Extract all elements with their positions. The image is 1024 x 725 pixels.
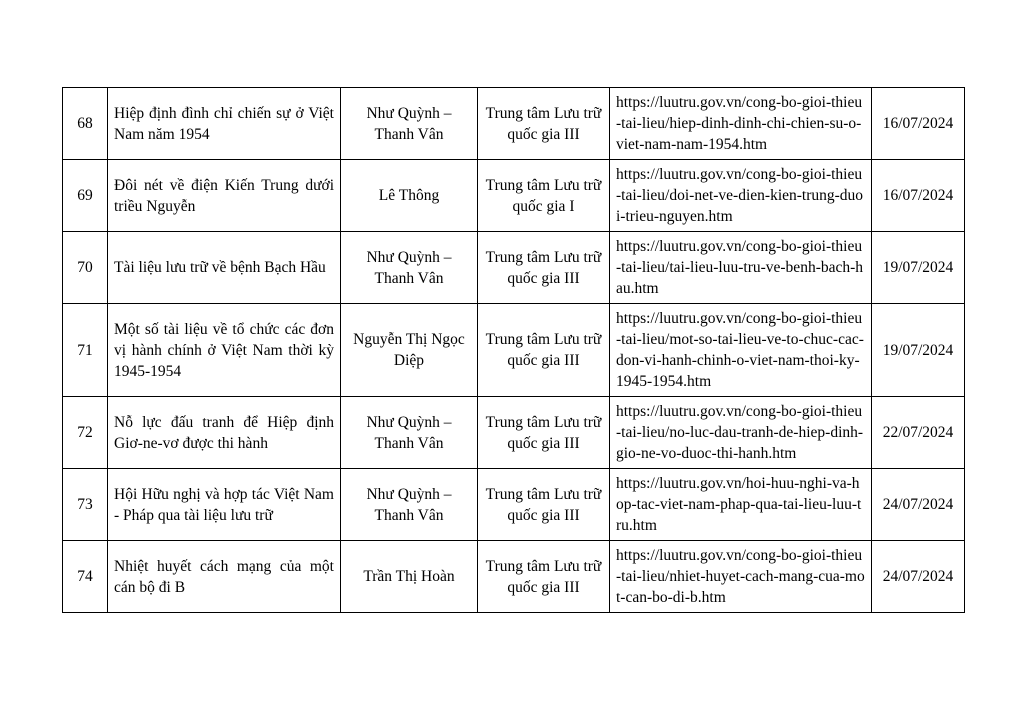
publish-date: 16/07/2024 (872, 160, 965, 232)
publish-date: 22/07/2024 (872, 397, 965, 469)
row-number: 71 (63, 304, 108, 397)
publish-date: 24/07/2024 (872, 541, 965, 613)
document-link: https://luutru.gov.vn/cong-bo-gioi-thieu-tai-lieu/doi-net-ve-dien-kien-trung-duoi-trieu-nguyen.htm (610, 160, 872, 232)
document-title: Hiệp định đình chỉ chiến sự ở Việt Nam năm 1954 (108, 88, 341, 160)
row-number: 74 (63, 541, 108, 613)
table-row (63, 232, 965, 304)
document-title: Một số tài liệu về tổ chức các đơn vị hành chính ở Việt Nam thời kỳ 1945-1954 (108, 304, 341, 397)
document-link: https://luutru.gov.vn/cong-bo-gioi-thieu-tai-lieu/no-luc-dau-tranh-de-hiep-dinh-gio-ne-vo-duoc-thi-hanh.htm (610, 397, 872, 469)
document-title: Hội Hữu nghị và hợp tác Việt Nam - Pháp qua tài liệu lưu trữ (108, 469, 341, 541)
document-link: https://luutru.gov.vn/cong-bo-gioi-thieu-tai-lieu/nhiet-huyet-cach-mang-cua-mot-can-bo-di-b.htm (610, 541, 872, 613)
archive-center: Trung tâm Lưu trữ quốc gia I (478, 160, 610, 232)
row-number: 70 (63, 232, 108, 304)
publish-date: 24/07/2024 (872, 469, 965, 541)
publish-date: 16/07/2024 (872, 88, 965, 160)
author-name: Nguyễn Thị Ngọc Diệp (341, 304, 478, 397)
archive-center: Trung tâm Lưu trữ quốc gia III (478, 304, 610, 397)
author-name: Như Quỳnh – Thanh Vân (341, 88, 478, 160)
document-title: Nỗ lực đấu tranh để Hiệp định Giơ-ne-vơ được thi hành (108, 397, 341, 469)
archive-center: Trung tâm Lưu trữ quốc gia III (478, 88, 610, 160)
document-link: https://luutru.gov.vn/cong-bo-gioi-thieu-tai-lieu/tai-lieu-luu-tru-ve-benh-bach-hau.htm (610, 232, 872, 304)
row-number: 68 (63, 88, 108, 160)
author-name: Như Quỳnh – Thanh Vân (341, 397, 478, 469)
document-link: https://luutru.gov.vn/cong-bo-gioi-thieu-tai-lieu/hiep-dinh-dinh-chi-chien-su-o-viet-nam-nam-1954.htm (610, 88, 872, 160)
archive-center: Trung tâm Lưu trữ quốc gia III (478, 232, 610, 304)
publish-date: 19/07/2024 (872, 232, 965, 304)
author-name: Như Quỳnh – Thanh Vân (341, 469, 478, 541)
table-row (63, 88, 965, 160)
document-link: https://luutru.gov.vn/hoi-huu-nghi-va-hop-tac-viet-nam-phap-qua-tai-lieu-luu-tru.htm (610, 469, 872, 541)
archive-center: Trung tâm Lưu trữ quốc gia III (478, 541, 610, 613)
author-name: Như Quỳnh – Thanh Vân (341, 232, 478, 304)
table-row (63, 397, 965, 469)
publish-date: 19/07/2024 (872, 304, 965, 397)
table-row (63, 304, 965, 397)
author-name: Lê Thông (341, 160, 478, 232)
table-row (63, 541, 965, 613)
table-body (63, 88, 965, 613)
row-number: 69 (63, 160, 108, 232)
document-table (62, 87, 965, 613)
table-row (63, 160, 965, 232)
author-name: Trần Thị Hoàn (341, 541, 478, 613)
document-title: Nhiệt huyết cách mạng của một cán bộ đi B (108, 541, 341, 613)
row-number: 72 (63, 397, 108, 469)
document-title: Tài liệu lưu trữ về bệnh Bạch Hầu (108, 232, 341, 304)
document-link: https://luutru.gov.vn/cong-bo-gioi-thieu-tai-lieu/mot-so-tai-lieu-ve-to-chuc-cac-don-vi-hanh-chinh-o-viet-nam-thoi-ky-1945-1954.htm (610, 304, 872, 397)
table-row (63, 469, 965, 541)
archive-center: Trung tâm Lưu trữ quốc gia III (478, 469, 610, 541)
archive-center: Trung tâm Lưu trữ quốc gia III (478, 397, 610, 469)
row-number: 73 (63, 469, 108, 541)
document-title: Đôi nét về điện Kiến Trung dưới triều Nguyễn (108, 160, 341, 232)
